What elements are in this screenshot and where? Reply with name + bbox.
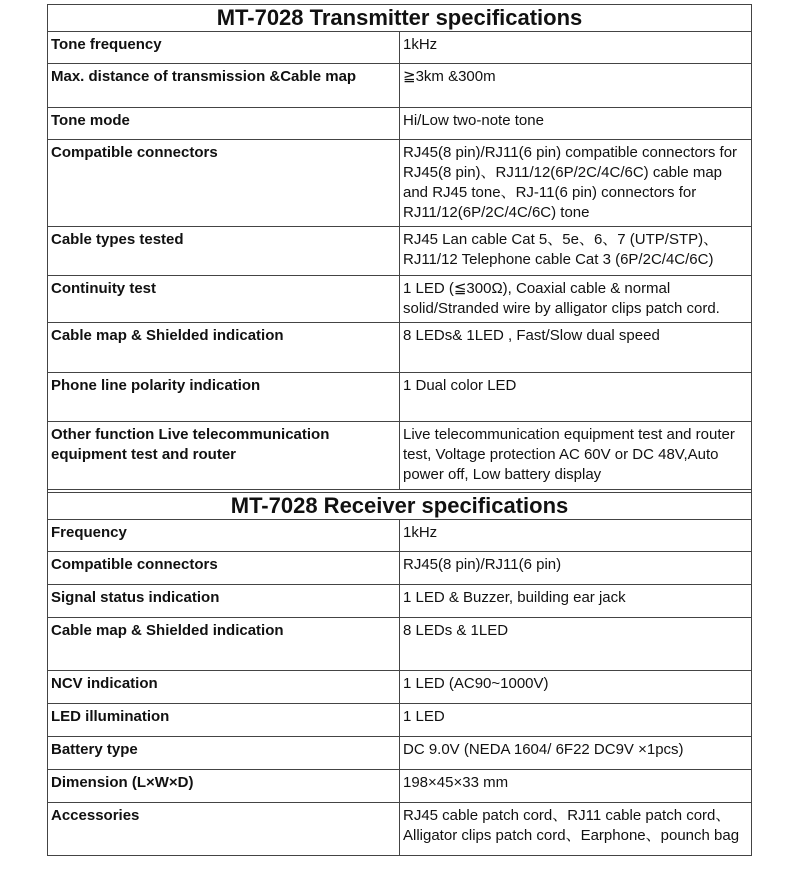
spec-value: RJ45(8 pin)/RJ11(6 pin) compatible connectors for RJ45(8 pin)、RJ11/12(6P/2C/4C/6C) cable map and RJ45 tone、RJ-11(6 pin) connectors for RJ11/12(6P/2C/4C/6C) tone [400, 140, 752, 227]
spec-table [47, 4, 752, 856]
table-row [48, 227, 752, 276]
spec-label: Tone frequency [48, 32, 400, 64]
spec-value: 198×45×33 mm [400, 770, 752, 803]
spec-value: 8 LEDs& 1LED , Fast/Slow dual speed [400, 323, 752, 373]
spec-label: Compatible connectors [48, 552, 400, 585]
spec-label: Other function Live telecommunication equipment test and router [48, 422, 400, 490]
table-row [48, 422, 752, 490]
table-row [48, 32, 752, 64]
spec-label: Cable map & Shielded indication [48, 618, 400, 671]
table-row [48, 108, 752, 140]
spec-label: Continuity test [48, 276, 400, 323]
spec-label: Phone line polarity indication [48, 373, 400, 422]
spec-value: Live telecommunication equipment test and router test, Voltage protection AC 60V or DC 48V,Auto power off, Low battery display [400, 422, 752, 490]
transmitter-title-row [48, 5, 752, 32]
table-row [48, 520, 752, 552]
table-row [48, 671, 752, 704]
table-row [48, 276, 752, 323]
table-row [48, 704, 752, 737]
spec-label: LED illumination [48, 704, 400, 737]
spec-value: 1 LED [400, 704, 752, 737]
table-row [48, 140, 752, 227]
spec-sheet [47, 4, 752, 856]
spec-value: 1kHz [400, 520, 752, 552]
spec-value: ≧3km &300m [400, 64, 752, 108]
transmitter-title: MT-7028 Transmitter specifications [48, 5, 752, 32]
spec-value: RJ45 Lan cable Cat 5、5e、6、7 (UTP/STP)、RJ11/12 Telephone cable Cat 3 (6P/2C/4C/6C) [400, 227, 752, 276]
spec-value: 1 LED (AC90~1000V) [400, 671, 752, 704]
table-row [48, 373, 752, 422]
table-row [48, 552, 752, 585]
spec-label: Dimension (L×W×D) [48, 770, 400, 803]
table-row [48, 803, 752, 856]
spec-value: RJ45(8 pin)/RJ11(6 pin) [400, 552, 752, 585]
spec-value: DC 9.0V (NEDA 1604/ 6F22 DC9V ×1pcs) [400, 737, 752, 770]
receiver-title: MT-7028 Receiver specifications [48, 493, 752, 520]
spec-value: 1 LED & Buzzer, building ear jack [400, 585, 752, 618]
spec-label: Accessories [48, 803, 400, 856]
table-row [48, 618, 752, 671]
spec-value: RJ45 cable patch cord、RJ11 cable patch cord、Alligator clips patch cord、Earphone、pounch bag [400, 803, 752, 856]
spec-label: Signal status indication [48, 585, 400, 618]
spec-label: Cable types tested [48, 227, 400, 276]
table-row [48, 737, 752, 770]
spec-value: Hi/Low two-note tone [400, 108, 752, 140]
table-row [48, 770, 752, 803]
table-row [48, 323, 752, 373]
spec-value: 1 Dual color LED [400, 373, 752, 422]
receiver-title-row [48, 493, 752, 520]
spec-label: Frequency [48, 520, 400, 552]
spec-label: Cable map & Shielded indication [48, 323, 400, 373]
table-row [48, 64, 752, 108]
spec-label: Battery type [48, 737, 400, 770]
spec-label: Tone mode [48, 108, 400, 140]
spec-value: 1kHz [400, 32, 752, 64]
table-row [48, 585, 752, 618]
spec-value: 8 LEDs & 1LED [400, 618, 752, 671]
spec-label: NCV indication [48, 671, 400, 704]
spec-label: Max. distance of transmission &Cable map [48, 64, 400, 108]
spec-value: 1 LED (≦300Ω), Coaxial cable & normal solid/Stranded wire by alligator clips patch cord. [400, 276, 752, 323]
spec-label: Compatible connectors [48, 140, 400, 227]
